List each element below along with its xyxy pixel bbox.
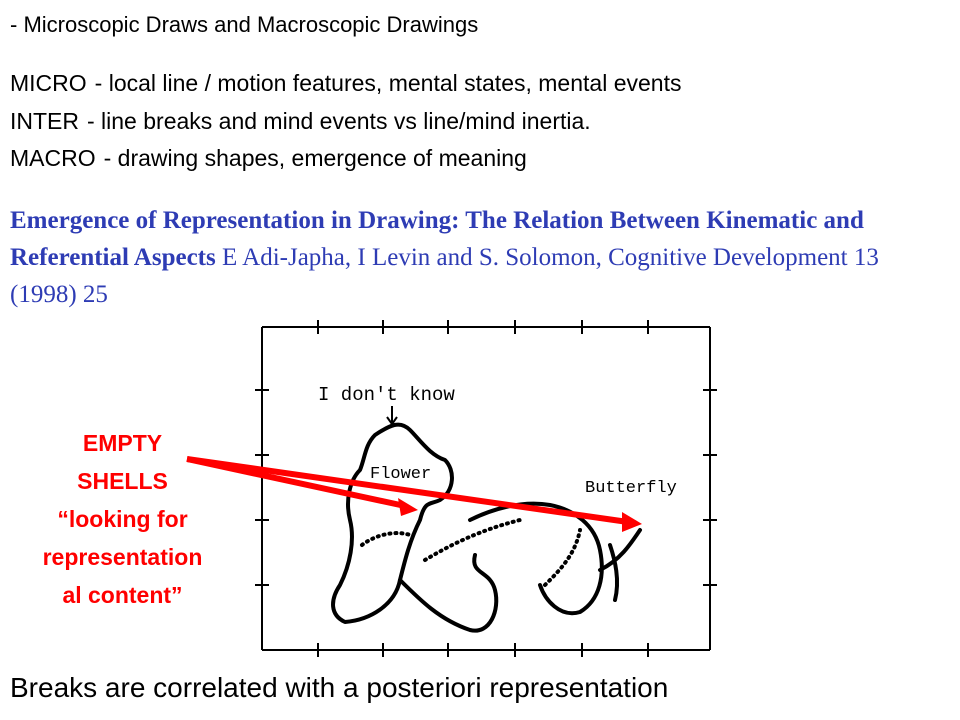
- pen-up-trace: [362, 520, 580, 585]
- citation-authors: E Adi-Japha, I Levin and S. Solomon, Cognitive Development 13 (1998) 25: [10, 244, 879, 308]
- definition-term: INTER: [10, 108, 79, 134]
- drawing-trace: [333, 425, 640, 631]
- footer-statement: Breaks are correlated with a posteriori representation: [10, 672, 669, 703]
- slide-heading: - Microscopic Draws and Macroscopic Drawings: [10, 12, 479, 37]
- callout-line: SHELLS: [77, 468, 168, 494]
- definition-text: - drawing shapes, emergence of meaning: [103, 145, 527, 171]
- label-dont-know: I don't know: [318, 384, 455, 406]
- callout-line: EMPTY: [82, 430, 163, 456]
- label-flower: Flower: [370, 465, 432, 484]
- callout-line: representation: [42, 544, 203, 570]
- definition-term: MACRO: [10, 145, 96, 171]
- label-butterfly: Butterfly: [585, 479, 677, 498]
- callout-line: al content”: [62, 582, 183, 608]
- definition-term: MICRO: [10, 70, 87, 96]
- callout-line: “looking for: [57, 506, 188, 532]
- definition-text: - line breaks and mind events vs line/mind inertia.: [87, 108, 591, 134]
- definition-text: - local line / motion features, mental states, mental events: [94, 70, 682, 96]
- callout-label: [0, 424, 245, 614]
- citation-title: Emergence of Representation in Drawing: The Relation Between Kinematic and Referential Aspects: [10, 207, 864, 271]
